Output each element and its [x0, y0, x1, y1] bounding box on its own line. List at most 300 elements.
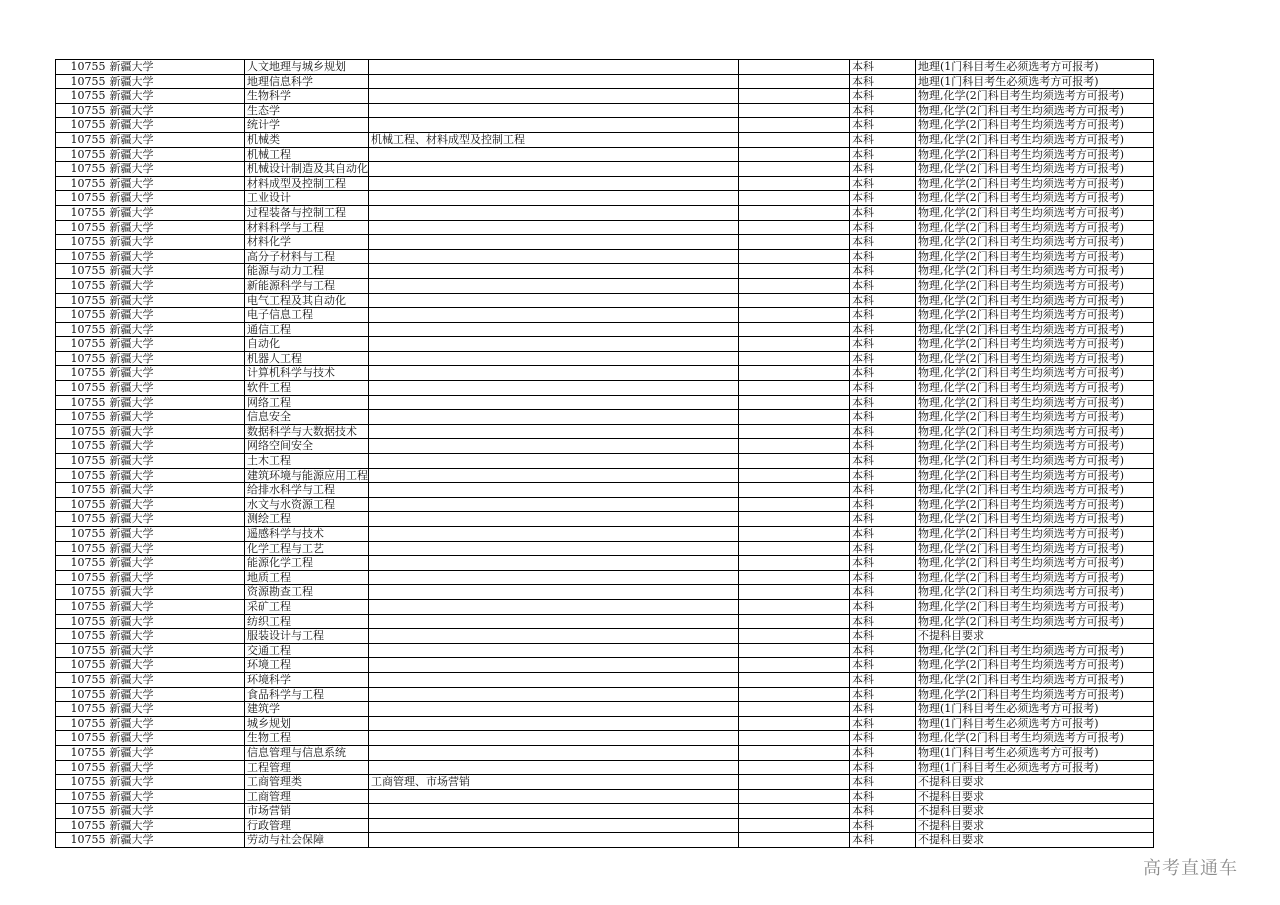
table-row — [56, 497, 1154, 512]
school-name-cell: 新疆大学 — [108, 745, 245, 760]
level-cell: 本科 — [850, 672, 916, 687]
school-code-cell: 10755 — [56, 103, 108, 118]
subject-requirement-cell: 物理,化学(2门科目考生均须选考方可报考) — [916, 556, 1154, 571]
subject-requirement-cell: 物理,化学(2门科目考生均须选考方可报考) — [916, 118, 1154, 133]
school-name-cell: 新疆大学 — [108, 731, 245, 746]
school-code-cell: 10755 — [56, 351, 108, 366]
subject-requirement-cell: 物理(1门科目考生必须选考方可报考) — [916, 702, 1154, 717]
extra-cell — [739, 278, 850, 293]
table-row — [56, 570, 1154, 585]
school-name-cell: 新疆大学 — [108, 804, 245, 819]
level-cell: 本科 — [850, 512, 916, 527]
extra-cell — [739, 351, 850, 366]
school-name-cell: 新疆大学 — [108, 132, 245, 147]
included-majors-cell — [369, 570, 739, 585]
extra-cell — [739, 439, 850, 454]
level-cell: 本科 — [850, 804, 916, 819]
major-cell: 测绘工程 — [245, 512, 369, 527]
school-name-cell: 新疆大学 — [108, 439, 245, 454]
included-majors-cell — [369, 658, 739, 673]
subject-requirement-cell: 物理,化学(2门科目考生均须选考方可报考) — [916, 541, 1154, 556]
extra-cell — [739, 716, 850, 731]
table-row — [56, 89, 1154, 104]
school-code-cell: 10755 — [56, 629, 108, 644]
subject-requirement-cell: 物理,化学(2门科目考生均须选考方可报考) — [916, 672, 1154, 687]
major-cell: 建筑学 — [245, 702, 369, 717]
subject-requirement-cell: 物理,化学(2门科目考生均须选考方可报考) — [916, 191, 1154, 206]
subject-requirement-cell: 物理,化学(2门科目考生均须选考方可报考) — [916, 512, 1154, 527]
subject-requirement-cell: 物理(1门科目考生必须选考方可报考) — [916, 760, 1154, 775]
major-cell: 能源化学工程 — [245, 556, 369, 571]
level-cell: 本科 — [850, 629, 916, 644]
school-name-cell: 新疆大学 — [108, 118, 245, 133]
subject-requirement-cell: 物理,化学(2门科目考生均须选考方可报考) — [916, 162, 1154, 177]
extra-cell — [739, 570, 850, 585]
included-majors-cell — [369, 118, 739, 133]
school-code-cell: 10755 — [56, 60, 108, 75]
table-row — [56, 731, 1154, 746]
school-name-cell: 新疆大学 — [108, 687, 245, 702]
major-cell: 劳动与社会保障 — [245, 833, 369, 848]
subject-requirement-cell: 物理,化学(2门科目考生均须选考方可报考) — [916, 454, 1154, 469]
extra-cell — [739, 599, 850, 614]
subject-requirement-cell: 地理(1门科目考生必须选考方可报考) — [916, 74, 1154, 89]
table-body — [56, 60, 1154, 848]
included-majors-cell — [369, 629, 739, 644]
school-code-cell: 10755 — [56, 147, 108, 162]
table-row — [56, 220, 1154, 235]
subject-requirement-cell: 物理,化学(2门科目考生均须选考方可报考) — [916, 366, 1154, 381]
major-cell: 自动化 — [245, 337, 369, 352]
included-majors-cell — [369, 191, 739, 206]
major-cell: 网络工程 — [245, 395, 369, 410]
major-cell: 行政管理 — [245, 818, 369, 833]
major-cell: 新能源科学与工程 — [245, 278, 369, 293]
subject-requirement-cell: 物理,化学(2门科目考生均须选考方可报考) — [916, 308, 1154, 323]
level-cell: 本科 — [850, 570, 916, 585]
school-code-cell: 10755 — [56, 381, 108, 396]
included-majors-cell — [369, 60, 739, 75]
major-cell: 网络空间安全 — [245, 439, 369, 454]
included-majors-cell — [369, 249, 739, 264]
subject-requirement-cell: 物理,化学(2门科目考生均须选考方可报考) — [916, 176, 1154, 191]
school-name-cell: 新疆大学 — [108, 760, 245, 775]
school-code-cell: 10755 — [56, 512, 108, 527]
major-cell: 土木工程 — [245, 454, 369, 469]
school-name-cell: 新疆大学 — [108, 643, 245, 658]
school-name-cell: 新疆大学 — [108, 614, 245, 629]
school-code-cell: 10755 — [56, 468, 108, 483]
included-majors-cell — [369, 308, 739, 323]
extra-cell — [739, 89, 850, 104]
level-cell: 本科 — [850, 541, 916, 556]
major-cell: 人文地理与城乡规划 — [245, 60, 369, 75]
table-row — [56, 60, 1154, 75]
school-name-cell: 新疆大学 — [108, 716, 245, 731]
school-name-cell: 新疆大学 — [108, 702, 245, 717]
extra-cell — [739, 424, 850, 439]
level-cell: 本科 — [850, 381, 916, 396]
subject-requirement-cell: 不提科目要求 — [916, 833, 1154, 848]
school-name-cell: 新疆大学 — [108, 176, 245, 191]
table-row — [56, 395, 1154, 410]
school-code-cell: 10755 — [56, 410, 108, 425]
level-cell: 本科 — [850, 118, 916, 133]
included-majors-cell — [369, 760, 739, 775]
school-name-cell: 新疆大学 — [108, 278, 245, 293]
included-majors-cell — [369, 702, 739, 717]
extra-cell — [739, 468, 850, 483]
extra-cell — [739, 220, 850, 235]
school-name-cell: 新疆大学 — [108, 833, 245, 848]
school-name-cell: 新疆大学 — [108, 497, 245, 512]
major-cell: 纺织工程 — [245, 614, 369, 629]
table-row — [56, 775, 1154, 790]
school-code-cell: 10755 — [56, 702, 108, 717]
table-row — [56, 308, 1154, 323]
included-majors-cell — [369, 614, 739, 629]
school-code-cell: 10755 — [56, 220, 108, 235]
school-name-cell: 新疆大学 — [108, 512, 245, 527]
school-name-cell: 新疆大学 — [108, 351, 245, 366]
subject-requirement-cell: 物理,化学(2门科目考生均须选考方可报考) — [916, 278, 1154, 293]
table-row — [56, 585, 1154, 600]
extra-cell — [739, 585, 850, 600]
school-code-cell: 10755 — [56, 716, 108, 731]
extra-cell — [739, 410, 850, 425]
level-cell: 本科 — [850, 716, 916, 731]
subject-requirement-cell: 物理,化学(2门科目考生均须选考方可报考) — [916, 614, 1154, 629]
school-code-cell: 10755 — [56, 176, 108, 191]
subject-requirement-cell: 物理,化学(2门科目考生均须选考方可报考) — [916, 585, 1154, 600]
level-cell: 本科 — [850, 818, 916, 833]
major-cell: 电子信息工程 — [245, 308, 369, 323]
level-cell: 本科 — [850, 468, 916, 483]
subject-requirement-cell: 物理,化学(2门科目考生均须选考方可报考) — [916, 351, 1154, 366]
level-cell: 本科 — [850, 132, 916, 147]
level-cell: 本科 — [850, 424, 916, 439]
included-majors-cell — [369, 745, 739, 760]
school-code-cell: 10755 — [56, 439, 108, 454]
extra-cell — [739, 308, 850, 323]
subject-requirement-cell: 不提科目要求 — [916, 775, 1154, 790]
subject-requirement-cell: 物理,化学(2门科目考生均须选考方可报考) — [916, 235, 1154, 250]
school-name-cell: 新疆大学 — [108, 74, 245, 89]
extra-cell — [739, 235, 850, 250]
level-cell: 本科 — [850, 89, 916, 104]
subject-requirement-cell: 物理,化学(2门科目考生均须选考方可报考) — [916, 599, 1154, 614]
level-cell: 本科 — [850, 454, 916, 469]
extra-cell — [739, 760, 850, 775]
level-cell: 本科 — [850, 599, 916, 614]
included-majors-cell — [369, 74, 739, 89]
subject-requirement-cell: 不提科目要求 — [916, 789, 1154, 804]
major-cell: 统计学 — [245, 118, 369, 133]
school-code-cell: 10755 — [56, 789, 108, 804]
table-row — [56, 249, 1154, 264]
major-cell: 材料科学与工程 — [245, 220, 369, 235]
included-majors-cell — [369, 220, 739, 235]
extra-cell — [739, 118, 850, 133]
included-majors-cell — [369, 599, 739, 614]
extra-cell — [739, 497, 850, 512]
level-cell: 本科 — [850, 789, 916, 804]
subject-requirement-cell: 物理,化学(2门科目考生均须选考方可报考) — [916, 249, 1154, 264]
school-name-cell: 新疆大学 — [108, 775, 245, 790]
extra-cell — [739, 74, 850, 89]
subject-requirement-cell: 物理,化学(2门科目考生均须选考方可报考) — [916, 643, 1154, 658]
school-name-cell: 新疆大学 — [108, 789, 245, 804]
level-cell: 本科 — [850, 322, 916, 337]
major-cell: 机械设计制造及其自动化 — [245, 162, 369, 177]
subject-requirement-cell: 物理,化学(2门科目考生均须选考方可报考) — [916, 264, 1154, 279]
level-cell: 本科 — [850, 176, 916, 191]
subject-requirement-cell: 地理(1门科目考生必须选考方可报考) — [916, 60, 1154, 75]
included-majors-cell — [369, 147, 739, 162]
requirements-table — [55, 59, 1154, 848]
included-majors-cell: 机械工程、材料成型及控制工程 — [369, 132, 739, 147]
school-code-cell: 10755 — [56, 497, 108, 512]
major-cell: 服装设计与工程 — [245, 629, 369, 644]
included-majors-cell — [369, 351, 739, 366]
school-code-cell: 10755 — [56, 191, 108, 206]
table-row — [56, 162, 1154, 177]
level-cell: 本科 — [850, 731, 916, 746]
table-row — [56, 132, 1154, 147]
included-majors-cell — [369, 497, 739, 512]
subject-requirement-cell: 物理,化学(2门科目考生均须选考方可报考) — [916, 658, 1154, 673]
major-cell: 工商管理 — [245, 789, 369, 804]
extra-cell — [739, 366, 850, 381]
major-cell: 生物科学 — [245, 89, 369, 104]
level-cell: 本科 — [850, 191, 916, 206]
level-cell: 本科 — [850, 483, 916, 498]
subject-requirement-cell: 物理,化学(2门科目考生均须选考方可报考) — [916, 483, 1154, 498]
included-majors-cell — [369, 176, 739, 191]
school-code-cell: 10755 — [56, 687, 108, 702]
included-majors-cell — [369, 439, 739, 454]
included-majors-cell — [369, 366, 739, 381]
level-cell: 本科 — [850, 103, 916, 118]
level-cell: 本科 — [850, 527, 916, 542]
major-cell: 市场营销 — [245, 804, 369, 819]
subject-requirement-cell: 物理,化学(2门科目考生均须选考方可报考) — [916, 687, 1154, 702]
school-code-cell: 10755 — [56, 585, 108, 600]
school-name-cell: 新疆大学 — [108, 410, 245, 425]
extra-cell — [739, 658, 850, 673]
school-name-cell: 新疆大学 — [108, 147, 245, 162]
subject-requirement-cell: 物理,化学(2门科目考生均须选考方可报考) — [916, 468, 1154, 483]
extra-cell — [739, 833, 850, 848]
level-cell: 本科 — [850, 585, 916, 600]
extra-cell — [739, 745, 850, 760]
school-name-cell: 新疆大学 — [108, 381, 245, 396]
table-row — [56, 118, 1154, 133]
table-row — [56, 672, 1154, 687]
included-majors-cell — [369, 454, 739, 469]
school-code-cell: 10755 — [56, 804, 108, 819]
extra-cell — [739, 103, 850, 118]
table-row — [56, 804, 1154, 819]
level-cell: 本科 — [850, 497, 916, 512]
table-row — [56, 599, 1154, 614]
subject-requirement-cell: 物理,化学(2门科目考生均须选考方可报考) — [916, 731, 1154, 746]
major-cell: 工程管理 — [245, 760, 369, 775]
major-cell: 机器人工程 — [245, 351, 369, 366]
level-cell: 本科 — [850, 833, 916, 848]
school-name-cell: 新疆大学 — [108, 570, 245, 585]
school-code-cell: 10755 — [56, 118, 108, 133]
extra-cell — [739, 629, 850, 644]
level-cell: 本科 — [850, 351, 916, 366]
included-majors-cell — [369, 687, 739, 702]
table-row — [56, 424, 1154, 439]
table-row — [56, 643, 1154, 658]
school-name-cell: 新疆大学 — [108, 556, 245, 571]
included-majors-cell — [369, 264, 739, 279]
table-row — [56, 322, 1154, 337]
school-name-cell: 新疆大学 — [108, 264, 245, 279]
school-name-cell: 新疆大学 — [108, 249, 245, 264]
school-name-cell: 新疆大学 — [108, 527, 245, 542]
included-majors-cell — [369, 643, 739, 658]
included-majors-cell — [369, 468, 739, 483]
major-cell: 工业设计 — [245, 191, 369, 206]
included-majors-cell — [369, 337, 739, 352]
school-code-cell: 10755 — [56, 570, 108, 585]
school-code-cell: 10755 — [56, 337, 108, 352]
subject-requirement-cell: 不提科目要求 — [916, 804, 1154, 819]
table-row — [56, 512, 1154, 527]
table-row — [56, 351, 1154, 366]
level-cell: 本科 — [850, 643, 916, 658]
level-cell: 本科 — [850, 687, 916, 702]
level-cell: 本科 — [850, 556, 916, 571]
included-majors-cell — [369, 483, 739, 498]
major-cell: 城乡规划 — [245, 716, 369, 731]
school-name-cell: 新疆大学 — [108, 235, 245, 250]
table-row — [56, 176, 1154, 191]
school-code-cell: 10755 — [56, 643, 108, 658]
extra-cell — [739, 176, 850, 191]
extra-cell — [739, 395, 850, 410]
table-row — [56, 483, 1154, 498]
school-code-cell: 10755 — [56, 556, 108, 571]
major-cell: 地质工程 — [245, 570, 369, 585]
table-row — [56, 702, 1154, 717]
included-majors-cell — [369, 716, 739, 731]
major-cell: 遥感科学与技术 — [245, 527, 369, 542]
included-majors-cell — [369, 833, 739, 848]
included-majors-cell — [369, 205, 739, 220]
school-code-cell: 10755 — [56, 89, 108, 104]
table-row — [56, 833, 1154, 848]
school-code-cell: 10755 — [56, 424, 108, 439]
level-cell: 本科 — [850, 439, 916, 454]
level-cell: 本科 — [850, 366, 916, 381]
extra-cell — [739, 249, 850, 264]
school-name-cell: 新疆大学 — [108, 629, 245, 644]
subject-requirement-cell: 不提科目要求 — [916, 818, 1154, 833]
subject-requirement-cell: 物理,化学(2门科目考生均须选考方可报考) — [916, 395, 1154, 410]
table-row — [56, 454, 1154, 469]
subject-requirement-cell: 物理,化学(2门科目考生均须选考方可报考) — [916, 220, 1154, 235]
included-majors-cell — [369, 410, 739, 425]
included-majors-cell — [369, 541, 739, 556]
extra-cell — [739, 731, 850, 746]
extra-cell — [739, 818, 850, 833]
extra-cell — [739, 804, 850, 819]
subject-requirement-cell: 物理,化学(2门科目考生均须选考方可报考) — [916, 103, 1154, 118]
table-row — [56, 716, 1154, 731]
school-code-cell: 10755 — [56, 395, 108, 410]
school-name-cell: 新疆大学 — [108, 672, 245, 687]
subject-requirement-cell: 物理,化学(2门科目考生均须选考方可报考) — [916, 424, 1154, 439]
included-majors-cell — [369, 672, 739, 687]
major-cell: 生态学 — [245, 103, 369, 118]
major-cell: 信息安全 — [245, 410, 369, 425]
school-name-cell: 新疆大学 — [108, 293, 245, 308]
school-name-cell: 新疆大学 — [108, 322, 245, 337]
school-code-cell: 10755 — [56, 818, 108, 833]
level-cell: 本科 — [850, 745, 916, 760]
table-row — [56, 527, 1154, 542]
school-code-cell: 10755 — [56, 658, 108, 673]
level-cell: 本科 — [850, 60, 916, 75]
major-cell: 过程装备与控制工程 — [245, 205, 369, 220]
table-row — [56, 278, 1154, 293]
major-cell: 工商管理类 — [245, 775, 369, 790]
school-name-cell: 新疆大学 — [108, 162, 245, 177]
table-row — [56, 147, 1154, 162]
subject-requirement-cell: 物理,化学(2门科目考生均须选考方可报考) — [916, 132, 1154, 147]
extra-cell — [739, 337, 850, 352]
extra-cell — [739, 191, 850, 206]
school-name-cell: 新疆大学 — [108, 103, 245, 118]
school-name-cell: 新疆大学 — [108, 658, 245, 673]
level-cell: 本科 — [850, 278, 916, 293]
major-cell: 能源与动力工程 — [245, 264, 369, 279]
school-name-cell: 新疆大学 — [108, 366, 245, 381]
school-name-cell: 新疆大学 — [108, 483, 245, 498]
subject-requirement-cell: 物理,化学(2门科目考生均须选考方可报考) — [916, 527, 1154, 542]
subject-requirement-cell: 物理,化学(2门科目考生均须选考方可报考) — [916, 322, 1154, 337]
included-majors-cell — [369, 585, 739, 600]
extra-cell — [739, 454, 850, 469]
level-cell: 本科 — [850, 74, 916, 89]
major-cell: 建筑环境与能源应用工程 — [245, 468, 369, 483]
extra-cell — [739, 132, 850, 147]
table-row — [56, 789, 1154, 804]
table-row — [56, 366, 1154, 381]
table-row — [56, 74, 1154, 89]
school-name-cell: 新疆大学 — [108, 395, 245, 410]
included-majors-cell — [369, 89, 739, 104]
subject-requirement-cell: 物理,化学(2门科目考生均须选考方可报考) — [916, 293, 1154, 308]
school-code-cell: 10755 — [56, 745, 108, 760]
table-row — [56, 818, 1154, 833]
school-code-cell: 10755 — [56, 205, 108, 220]
subject-requirement-cell: 物理,化学(2门科目考生均须选考方可报考) — [916, 439, 1154, 454]
major-cell: 通信工程 — [245, 322, 369, 337]
level-cell: 本科 — [850, 162, 916, 177]
school-code-cell: 10755 — [56, 833, 108, 848]
extra-cell — [739, 702, 850, 717]
school-code-cell: 10755 — [56, 483, 108, 498]
included-majors-cell — [369, 278, 739, 293]
school-code-cell: 10755 — [56, 132, 108, 147]
major-cell: 地理信息科学 — [245, 74, 369, 89]
